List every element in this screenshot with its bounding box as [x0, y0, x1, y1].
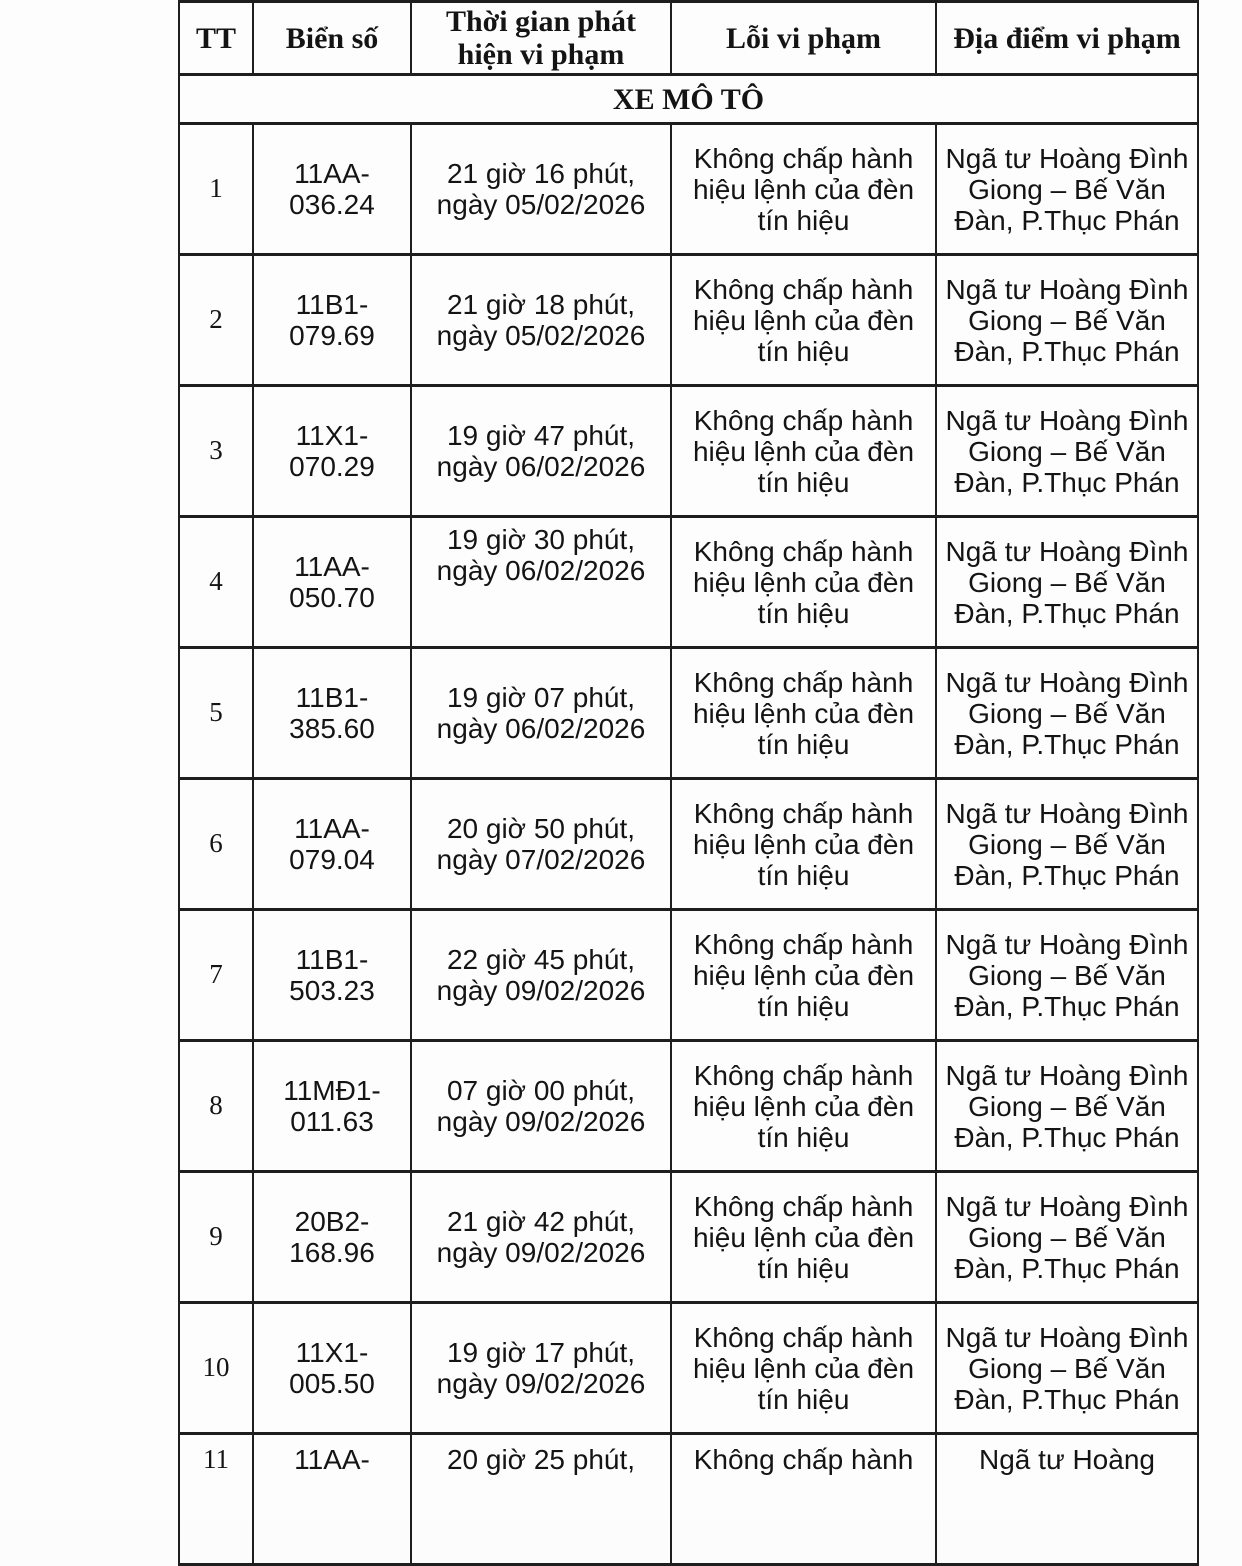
license-plate-cell: 11AA-079.04: [253, 779, 411, 910]
table-row: [179, 1434, 1198, 1565]
license-plate-cell: 11MĐ1-011.63: [253, 1041, 411, 1172]
violation-location-cell: Ngã tư Hoàng Đình Giong – Bế Văn Đàn, P.Thục Phán: [936, 255, 1198, 386]
violation-time-cell: 20 giờ 50 phút, ngày 07/02/2026: [411, 779, 671, 910]
table-row: [179, 1041, 1198, 1172]
row-number-cell: 4: [179, 517, 253, 648]
violation-time-cell: 07 giờ 00 phút, ngày 09/02/2026: [411, 1041, 671, 1172]
license-plate-cell: 11B1-079.69: [253, 255, 411, 386]
license-plate-cell: 11X1-070.29: [253, 386, 411, 517]
violation-description-cell: Không chấp hành hiệu lệnh của đèn tín hiệu: [671, 1041, 936, 1172]
row-number-cell: 3: [179, 386, 253, 517]
violation-time-cell: 19 giờ 30 phút, ngày 06/02/2026: [411, 517, 671, 648]
violation-table: [178, 0, 1199, 1566]
violation-location-cell: Ngã tư Hoàng Đình Giong – Bế Văn Đàn, P.Thục Phán: [936, 517, 1198, 648]
header-cell-tt: TT: [179, 2, 253, 75]
section-title: XE MÔ TÔ: [179, 75, 1198, 124]
violation-description-cell: Không chấp hành hiệu lệnh của đèn tín hiệu: [671, 648, 936, 779]
header-row: [179, 2, 1198, 75]
table-row: [179, 910, 1198, 1041]
violation-location-cell: Ngã tư Hoàng Đình Giong – Bế Văn Đàn, P.Thục Phán: [936, 1172, 1198, 1303]
header-cell-plate: Biển số: [253, 2, 411, 75]
violation-description-cell: Không chấp hành hiệu lệnh của đèn tín hiệu: [671, 255, 936, 386]
license-plate-cell: 11AA-050.70: [253, 517, 411, 648]
violation-location-cell: Ngã tư Hoàng Đình Giong – Bế Văn Đàn, P.Thục Phán: [936, 386, 1198, 517]
row-number-cell: 2: [179, 255, 253, 386]
row-number-cell: 8: [179, 1041, 253, 1172]
row-number-cell: 5: [179, 648, 253, 779]
violation-time-cell: 20 giờ 25 phút,: [411, 1434, 671, 1565]
table-row: [179, 1303, 1198, 1434]
violation-description-cell: Không chấp hành hiệu lệnh của đèn tín hiệu: [671, 1172, 936, 1303]
violation-time-cell: 19 giờ 47 phút, ngày 06/02/2026: [411, 386, 671, 517]
table-body: [179, 75, 1198, 1565]
table-header: [179, 2, 1198, 75]
table-row: [179, 648, 1198, 779]
violation-location-cell: Ngã tư Hoàng Đình Giong – Bế Văn Đàn, P.Thục Phán: [936, 1041, 1198, 1172]
violation-time-cell: 21 giờ 18 phút, ngày 05/02/2026: [411, 255, 671, 386]
violation-description-cell: Không chấp hành hiệu lệnh của đèn tín hiệu: [671, 517, 936, 648]
table-row: [179, 517, 1198, 648]
violation-description-cell: Không chấp hành hiệu lệnh của đèn tín hiệu: [671, 910, 936, 1041]
violation-location-cell: Ngã tư Hoàng Đình Giong – Bế Văn Đàn, P.Thục Phán: [936, 1303, 1198, 1434]
section-row: [179, 75, 1198, 124]
license-plate-cell: 11B1-503.23: [253, 910, 411, 1041]
license-plate-cell: 11AA-: [253, 1434, 411, 1565]
violation-location-cell: Ngã tư Hoàng: [936, 1434, 1198, 1565]
row-number-cell: 7: [179, 910, 253, 1041]
header-cell-violation: Lỗi vi phạm: [671, 2, 936, 75]
license-plate-cell: 11AA-036.24: [253, 124, 411, 255]
row-number-cell: 1: [179, 124, 253, 255]
license-plate-cell: 11X1-005.50: [253, 1303, 411, 1434]
violation-time-cell: 22 giờ 45 phút, ngày 09/02/2026: [411, 910, 671, 1041]
violation-description-cell: Không chấp hành: [671, 1434, 936, 1565]
license-plate-cell: 11B1-385.60: [253, 648, 411, 779]
violation-time-cell: 21 giờ 16 phút, ngày 05/02/2026: [411, 124, 671, 255]
header-cell-time: Thời gian phát hiện vi phạm: [411, 2, 671, 75]
violation-location-cell: Ngã tư Hoàng Đình Giong – Bế Văn Đàn, P.Thục Phán: [936, 910, 1198, 1041]
violation-location-cell: Ngã tư Hoàng Đình Giong – Bế Văn Đàn, P.Thục Phán: [936, 648, 1198, 779]
table-row: [179, 386, 1198, 517]
violation-time-cell: 19 giờ 07 phút, ngày 06/02/2026: [411, 648, 671, 779]
violation-description-cell: Không chấp hành hiệu lệnh của đèn tín hiệu: [671, 779, 936, 910]
violation-description-cell: Không chấp hành hiệu lệnh của đèn tín hiệu: [671, 124, 936, 255]
violation-location-cell: Ngã tư Hoàng Đình Giong – Bế Văn Đàn, P.Thục Phán: [936, 124, 1198, 255]
violation-description-cell: Không chấp hành hiệu lệnh của đèn tín hiệu: [671, 386, 936, 517]
violation-description-cell: Không chấp hành hiệu lệnh của đèn tín hiệu: [671, 1303, 936, 1434]
violation-time-cell: 21 giờ 42 phút, ngày 09/02/2026: [411, 1172, 671, 1303]
table-row: [179, 124, 1198, 255]
violation-time-cell: 19 giờ 17 phút, ngày 09/02/2026: [411, 1303, 671, 1434]
table-row: [179, 779, 1198, 910]
row-number-cell: 10: [179, 1303, 253, 1434]
row-number-cell: 9: [179, 1172, 253, 1303]
row-number-cell: 6: [179, 779, 253, 910]
license-plate-cell: 20B2-168.96: [253, 1172, 411, 1303]
header-cell-location: Địa điểm vi phạm: [936, 2, 1198, 75]
row-number-cell: 11: [179, 1434, 253, 1565]
violation-location-cell: Ngã tư Hoàng Đình Giong – Bế Văn Đàn, P.Thục Phán: [936, 779, 1198, 910]
table-row: [179, 1172, 1198, 1303]
table-row: [179, 255, 1198, 386]
